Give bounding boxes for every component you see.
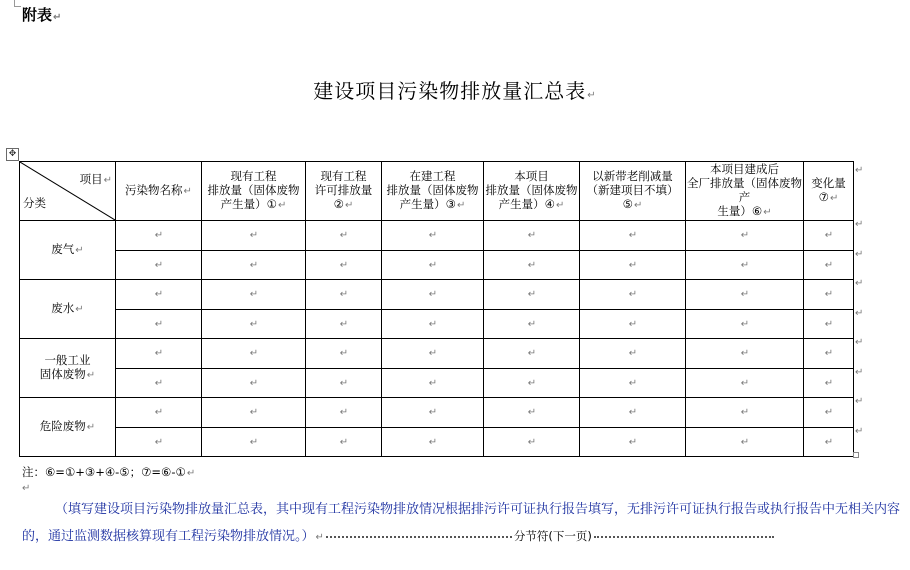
paragraph-mark-icon: ↵ [740, 436, 750, 448]
data-cell[interactable] [116, 339, 202, 369]
data-cell[interactable] [484, 398, 580, 428]
paragraph-mark-icon: ↵ [183, 186, 192, 197]
data-cell[interactable] [484, 221, 580, 251]
paragraph-mark-icon: ↵ [456, 200, 466, 211]
data-cell[interactable] [202, 280, 306, 310]
data-cell[interactable] [686, 427, 804, 457]
category-cell[interactable]: 一般工业 固体废物↵ [20, 339, 116, 398]
row-end-mark-icon: ↵ [855, 337, 864, 348]
paragraph-mark-icon: ↵ [339, 348, 349, 360]
paragraph-mark-icon: ↵ [628, 259, 638, 271]
data-cell[interactable] [580, 368, 686, 398]
data-cell[interactable] [306, 309, 382, 339]
paragraph-mark-icon: ↵ [103, 175, 112, 186]
paragraph-mark-icon: ↵ [86, 370, 96, 381]
diagonal-line [20, 162, 115, 220]
paragraph-mark-icon: ↵ [740, 230, 750, 242]
paragraph-mark-icon: ↵ [75, 245, 84, 256]
data-cell[interactable] [202, 309, 306, 339]
paragraph-mark-icon: ↵ [249, 289, 259, 301]
paragraph-mark-icon: ↵ [527, 436, 537, 448]
paragraph-mark-icon: ↵ [740, 348, 750, 360]
data-cell[interactable] [202, 250, 306, 280]
appendix-label: 附表↵ [22, 6, 62, 24]
paragraph-mark-icon: ↵ [249, 230, 259, 242]
paragraph-mark-icon: ↵ [428, 348, 438, 360]
paragraph-mark-icon: ↵ [824, 436, 834, 448]
table-note: 注：⑥=①+③+④-⑤；⑦=⑥-①↵ [22, 465, 196, 479]
paragraph-mark-icon: ↵ [249, 259, 259, 271]
data-cell[interactable] [804, 280, 854, 310]
row-end-mark-icon: ↵ [855, 307, 864, 319]
row-end-mark-icon: ↵ [855, 366, 864, 378]
column-header-4[interactable]: 在建工程 排放量（固体废物 产生量）③↵ [382, 162, 484, 221]
column-header-6[interactable]: 以新带老削减量 （新建项目不填）⑤↵ [580, 162, 686, 221]
data-cell[interactable] [306, 221, 382, 251]
paragraph-mark-icon: ↵ [824, 348, 834, 360]
paragraph-mark-icon: ↵ [527, 407, 537, 419]
row-end-mark-icon: ↵ [855, 165, 864, 176]
header-row [20, 162, 854, 221]
paragraph-mark-icon: ↵ [740, 289, 750, 301]
paragraph-mark-icon: ↵ [339, 318, 349, 330]
category-cell[interactable]: 废水↵ [20, 280, 116, 339]
data-cell[interactable] [202, 427, 306, 457]
page-corner-mark [14, 0, 21, 7]
paragraph-mark-icon: ↵ [587, 90, 597, 101]
row-end-mark-icon: ↵ [855, 396, 864, 407]
data-cell[interactable] [116, 398, 202, 428]
paragraph-mark-icon: ↵ [824, 407, 834, 419]
paragraph-mark-icon: ↵ [628, 289, 638, 301]
data-cell[interactable] [580, 250, 686, 280]
paragraph-mark-icon: ↵ [824, 230, 834, 242]
data-cell[interactable] [382, 368, 484, 398]
table-resize-handle[interactable] [853, 452, 859, 458]
column-header-5[interactable]: 本项目 排放量（固体废物 产生量）④↵ [484, 162, 580, 221]
paragraph-mark-icon: ↵ [824, 318, 834, 330]
paragraph-mark-icon: ↵ [740, 407, 750, 419]
paragraph-mark-icon: ↵ [154, 318, 164, 330]
data-cell[interactable] [484, 339, 580, 369]
paragraph-mark-icon: ↵ [824, 377, 834, 389]
paragraph-mark-icon: ↵ [555, 200, 565, 211]
data-cell[interactable] [580, 221, 686, 251]
data-cell[interactable] [202, 339, 306, 369]
category-cell[interactable]: 危险废物↵ [20, 398, 116, 457]
paragraph-mark-icon: ↵ [527, 259, 537, 271]
data-cell[interactable] [804, 339, 854, 369]
data-cell[interactable] [804, 368, 854, 398]
paragraph-mark-icon: ↵ [527, 230, 537, 242]
paragraph-mark-icon: ↵ [428, 436, 438, 448]
column-header-3[interactable]: 现有工程 许可排放量 ②↵ [306, 162, 382, 221]
paragraph-mark-icon: ↵ [277, 200, 287, 211]
data-cell[interactable] [202, 221, 306, 251]
paragraph-mark-icon: ↵ [740, 259, 750, 271]
paragraph-mark-icon: ↵ [428, 407, 438, 419]
data-cell[interactable] [686, 250, 804, 280]
data-cell[interactable] [484, 309, 580, 339]
row-end-mark-icon: ↵ [855, 425, 864, 437]
diagonal-top-label: 项目↵ [79, 172, 112, 186]
data-cell[interactable] [306, 398, 382, 428]
paragraph-mark-icon: ↵ [829, 193, 839, 204]
data-cell[interactable] [382, 250, 484, 280]
paragraph-mark-icon: ↵ [428, 377, 438, 389]
paragraph-mark-icon: ↵ [527, 318, 537, 330]
data-cell[interactable] [382, 280, 484, 310]
paragraph-mark-icon: ↵ [628, 407, 638, 419]
data-cell[interactable] [202, 398, 306, 428]
data-cell[interactable] [202, 368, 306, 398]
data-cell[interactable] [306, 250, 382, 280]
data-cell[interactable] [686, 339, 804, 369]
paragraph-mark-icon: ↵ [249, 436, 259, 448]
table-row [20, 250, 854, 280]
column-header-2[interactable]: 现有工程 排放量（固体废物 产生量）①↵ [202, 162, 306, 221]
data-cell[interactable] [306, 339, 382, 369]
data-cell[interactable] [580, 339, 686, 369]
paragraph-mark-icon: ↵ [186, 468, 196, 479]
page-title: 建设项目污染物排放量汇总表↵ [313, 79, 597, 103]
data-cell[interactable] [382, 398, 484, 428]
table-row [20, 427, 854, 457]
paragraph-mark-icon: ↵ [824, 289, 834, 301]
data-cell[interactable] [804, 398, 854, 428]
data-cell[interactable] [580, 280, 686, 310]
data-cell[interactable] [116, 427, 202, 457]
paragraph-mark-icon: ↵ [86, 422, 96, 433]
data-cell[interactable] [686, 398, 804, 428]
data-cell[interactable] [804, 309, 854, 339]
paragraph-mark-icon: ↵ [527, 289, 537, 301]
paragraph-mark-icon: ↵ [824, 259, 834, 271]
paragraph-mark-icon: ↵ [633, 200, 643, 211]
paragraph-mark-icon: ↵ [154, 436, 164, 448]
paragraph-mark-icon: ↵ [628, 348, 638, 360]
paragraph-mark-icon: ↵ [154, 407, 164, 419]
paragraph-mark-icon: ↵ [315, 532, 324, 543]
paragraph-mark-icon: ↵ [527, 377, 537, 389]
data-cell[interactable] [306, 280, 382, 310]
paragraph-mark-icon: ↵ [628, 230, 638, 242]
table-row [20, 280, 854, 310]
diagonal-header-cell[interactable] [20, 162, 116, 221]
emissions-summary-table [19, 161, 854, 457]
data-cell[interactable] [804, 250, 854, 280]
paragraph-mark-icon: ↵ [527, 348, 537, 360]
paragraph-mark-icon: ↵ [53, 12, 62, 23]
row-end-mark-icon: ↵ [855, 248, 864, 260]
data-cell[interactable] [580, 398, 686, 428]
data-cell[interactable] [382, 221, 484, 251]
column-header-8[interactable]: 变化量 ⑦↵ [804, 162, 854, 221]
paragraph-mark-icon: ↵ [740, 318, 750, 330]
row-end-mark-icon: ↵ [855, 219, 864, 230]
paragraph-mark-icon: ↵ [428, 289, 438, 301]
data-cell[interactable] [484, 280, 580, 310]
column-header-1[interactable]: 污染物名称↵ [116, 162, 202, 221]
paragraph-mark-icon: ↵ [428, 230, 438, 242]
data-cell[interactable] [580, 309, 686, 339]
paragraph-mark-icon: ↵ [339, 436, 349, 448]
paragraph-mark-icon: ↵ [763, 207, 772, 218]
data-cell[interactable] [686, 309, 804, 339]
data-cell[interactable] [382, 427, 484, 457]
paragraph-mark-icon: ↵ [339, 407, 349, 419]
data-cell[interactable] [116, 368, 202, 398]
data-cell[interactable] [804, 221, 854, 251]
data-cell[interactable] [306, 368, 382, 398]
paragraph-mark-icon: ↵ [75, 304, 84, 315]
paragraph-mark-icon: ↵ [339, 230, 349, 242]
data-cell[interactable] [484, 427, 580, 457]
data-cell[interactable] [116, 280, 202, 310]
paragraph-mark-icon: ↵ [22, 483, 31, 494]
paragraph-mark-icon: ↵ [339, 259, 349, 271]
paragraph-mark-icon: ↵ [628, 377, 638, 389]
data-cell[interactable] [116, 221, 202, 251]
paragraph-mark-icon: ↵ [154, 289, 164, 301]
paragraph-mark-icon: ↵ [249, 348, 259, 360]
paragraph-mark-icon: ↵ [339, 377, 349, 389]
paragraph-mark-icon: ↵ [154, 230, 164, 242]
paragraph-mark-icon: ↵ [154, 348, 164, 360]
data-cell[interactable] [116, 250, 202, 280]
paragraph-mark-icon: ↵ [740, 377, 750, 389]
column-header-7[interactable]: 本项目建成后 全厂排放量（固体废物产 生量）⑥↵ [686, 162, 804, 221]
data-cell[interactable] [484, 250, 580, 280]
paragraph-mark-icon: ↵ [628, 318, 638, 330]
data-cell[interactable] [804, 427, 854, 457]
paragraph-mark-icon: ↵ [249, 407, 259, 419]
data-cell[interactable] [686, 221, 804, 251]
diagonal-bottom-label: 分类 [23, 196, 46, 210]
paragraph-mark-icon: ↵ [339, 289, 349, 301]
section-break-marker: 分节符(下一页) [324, 529, 774, 543]
data-cell[interactable] [686, 368, 804, 398]
data-cell[interactable] [686, 280, 804, 310]
row-end-mark-icon: ↵ [855, 278, 864, 289]
table-row [20, 368, 854, 398]
data-cell[interactable] [580, 427, 686, 457]
paragraph-mark-icon: ↵ [249, 377, 259, 389]
table-move-handle-icon[interactable]: ✥ [6, 148, 19, 161]
data-cell[interactable] [116, 309, 202, 339]
table-row [20, 221, 854, 251]
data-cell[interactable] [306, 427, 382, 457]
paragraph-mark-icon: ↵ [249, 318, 259, 330]
table-row [20, 339, 854, 369]
data-cell[interactable] [382, 339, 484, 369]
table-row [20, 309, 854, 339]
paragraph-mark-icon: ↵ [628, 436, 638, 448]
instruction-paragraph: （填写建设项目污染物排放量汇总表，其中现有工程污染物排放情况根据排污许可证执行报告填写，无排污许可证执行报告或执行报告中无相关内容的，通过监测数据核算现有工程污染物排放情况。）↵ 分节符(下一页) [22, 502, 901, 544]
paragraph-mark-icon: ↵ [428, 318, 438, 330]
data-cell[interactable] [484, 368, 580, 398]
data-cell[interactable] [382, 309, 484, 339]
paragraph-mark-icon: ↵ [154, 259, 164, 271]
paragraph-mark-icon: ↵ [428, 259, 438, 271]
table-row [20, 398, 854, 428]
paragraph-mark-icon: ↵ [344, 200, 354, 211]
category-cell[interactable]: 废气↵ [20, 221, 116, 280]
paragraph-mark-icon: ↵ [154, 377, 164, 389]
